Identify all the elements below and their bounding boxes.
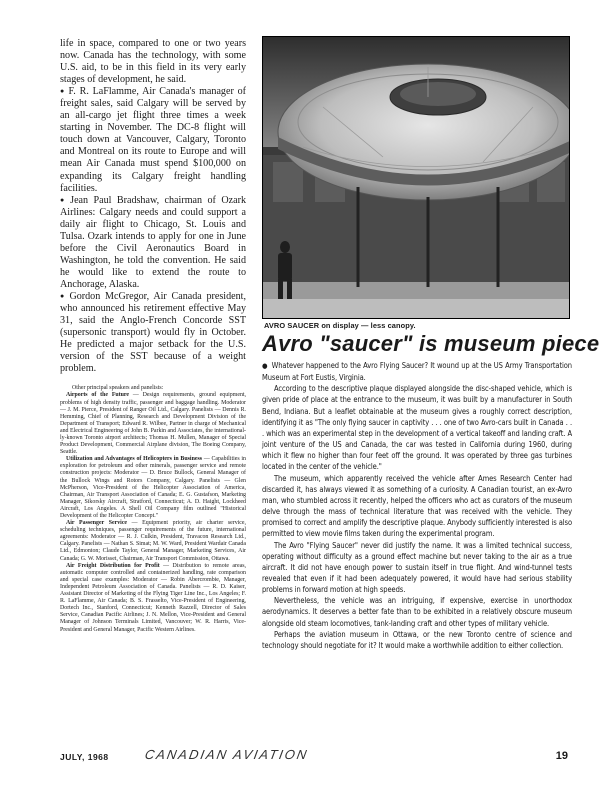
article-paragraph: Perhaps the aviation museum in Ottawa, or the new Toronto centre of science and technology should negotiate for it? It would make a worthwhile addition to either collection. (262, 629, 572, 650)
photo-caption: AVRO SAUCER on display — less canopy. (264, 321, 416, 330)
saucer-illustration (263, 37, 569, 318)
panels-section (60, 385, 246, 633)
left-paragraph: ● F. R. LaFlamme, Air Canada's manager of freight sales, said Calgary will be served by an all-cargo jet flight three times a week starting in November. The DC-8 flight will touch down at Vancouver, Calgary, Toronto and Montreal on its route to Europe and will mean Air Canada must spend $100,000 on expanding its Calgary freight handling facilities. (60, 86, 246, 194)
panel-title: Utilization and Advantages of Helicopters in Business (66, 456, 203, 463)
panel-item: Utilization and Advantages of Helicopters in Business — Capabilities in exploration for petroleum and other minerals, passenger service and remote construction projects: Moderator — D. Bruce Bullock, General Manager of the Bullock Wings and Rotors Company, Calgary. Panelists — Glen McPherson, Vice-President of the Helicopter Association of America, Chairman, Air Transport Association of Canada; E. G. Gustafson, Marketing Manager, Sikorsky Aircraft, Stratford, Connecticut; A. D. Haight, Lockheed Aircraft, Los Angeles. A Shell Oil Company film outlined "Historical Development of the Helicopter Concept." (60, 456, 247, 519)
issue-date: JULY, 1968 (60, 752, 109, 762)
article-body (262, 360, 572, 651)
panels-intro: Other principal speakers and panelists: (72, 385, 164, 392)
left-paragraph: ● Gordon McGregor, Air Canada president, who announced his retirement effective May 31, said the Anglo-French Concorde SST (supersonic transport) would fly in October. He predicted a major setback for the U.S. version of the SST because of a weight problem. (60, 291, 246, 375)
panel-title: Air Passenger Service (66, 520, 128, 527)
article-paragraph: The Avro "Flying Saucer" never did justify the name. It was a limited technical success, operating without difficulty as a ground effect machine but never taking to the air as a true aircraft. It did not have enough power to sustain itself in true flight. And wind-tunnel tests revealed that even if it had been adequately powered, it would have had serious stability problems in forward motion at high speeds. (262, 540, 572, 595)
bullet-icon (262, 361, 272, 370)
handwritten-publication-name: CANADIAN AVIATION (143, 747, 310, 762)
page-footer (60, 749, 570, 765)
article-paragraph: The museum, which apparently received the vehicle after Ames Research Center had discarded it, has always viewed it as something of a curiosity. A Canadian tourist, an ex-Avro man, who stumbled across it recently, helped the officers who act as curators of the museum delve through the mass of technical literature that was received with the vehicle. They promised to correct and amplify the descriptive plaque. Anybody sufficiently interested is also permitted to view movie films taken during the experimental program. (262, 473, 572, 539)
avro-saucer-photo (262, 36, 570, 319)
article-paragraph: According to the descriptive plaque displayed alongside the disc-shaped vehicle, which is given pride of place at the entrance to the museum, it was built by a manufacturer in South Bend, Indiana. But a leaflet obtainable at the museum gives a roughly correct description, identifying it as "The only flying saucer in captivity . . . one of two Avro-cars built in Canada . . . which was an experimental step in the development of a vertical takeoff and landing craft. A joint venture of the US and Canada, the car was tested in California during 1960, during which it flew no higher than four feet off the ground. It was operated by three gas turbines located in the center of the vehicle." (262, 384, 572, 472)
article-paragraph: ● Whatever happened to the Avro Flying Saucer? It wound up at the US Army Transportation Museum at Fort Eustis, Virginia. (262, 360, 572, 383)
bullet-icon (60, 195, 70, 206)
left-column (60, 38, 246, 634)
article-headline: Avro "saucer" is museum piece (262, 331, 600, 356)
panel-item: Airports of the Future — Design requirements, ground equipment, problems of high density traffic, passenger and baggage handling. Moderator — J. M. Pierce, President of Ranger Oil Ltd., Calgary. Panelists — Dennis R. Hemming, Chief of Planning, Research and Development Division of the Department of Transport; Edward R. Wilbee, Partner in charge of Mechanical and Electrical Engineering of John B. Parkin and Associates, the international-ly-known Toronto airport architects; Thomas H. Mullen, Manager of Special Product Development, Commercial Airplane division, The Boeing Company, Seattle. (60, 392, 246, 456)
article-paragraph: Nevertheless, the vehicle was an intriguing, if expensive, exercise in unorthodox aerodynamics. It deserves a better fate than to be exhibited in a relatively obscure museum alongside old steam locomotives, tank-landing craft and other types of military vehicle. (262, 596, 572, 628)
panel-title: Air Freight Distribution for Profit (66, 562, 160, 569)
left-paragraph: ● Jean Paul Bradshaw, chairman of Ozark Airlines: Calgary needs and could support a daily air flight to Chicago, St. Louis and Tulsa. Ozark intends to apply for one in June before the Civil Aeronautics Board in Washington, he told the convention. He said he would like to extend the route to Anchorage, Alaska. (60, 195, 246, 291)
panel-item: Air Passenger Service — Equipment priority, air charter service, scheduling techniques, passenger requirements of the future, international agreements: Moderator — R. J. Culkin, President, Travacon Research Ltd., Calgary. Panelists — Nathan S. Simat; M. W. Ward, President Wardair Canada Ltd., Edmonton; Claude Taylor, General Manager, Marketing Services, Air Canada; G. W. Morisset, Chairman, Air Transport Commission, Ottawa. (60, 520, 246, 562)
panel-item: Air Freight Distribution for Profit — Distribution to remote areas, automatic computer controlled and containerized handling, rate comparison and special case examples: Moderator — Robin Abercrombie, Manager, Independent Petroleum Association of Canada. Panelists — R. D. Kaiser, Assistant Director of Marketing of the Flying Tiger Line Inc., Los Angeles; F. R. LaFlamme, Air Canada; B. S. Frasselto, Vice-President of Engineering, Dortech Inc., Stanford, Connecticut; Kenneth Razzell, Director of Sales Service, Canadian Pacific Airlines; J. N. Mellon, Vice-President and General Manager of Johnson Terminals Limited, Vancouver; W. R. Harris, Vice-President and General Manager, Pacific Western Airlines. (60, 562, 246, 633)
page-number: 19 (555, 750, 568, 762)
left-paragraph: life in space, compared to one or two years now. Canada has the technology, with some U.S. aid, to be in this field in its very early stages of development, he said. (60, 38, 246, 86)
panel-title: Airports of the Future (66, 392, 130, 399)
